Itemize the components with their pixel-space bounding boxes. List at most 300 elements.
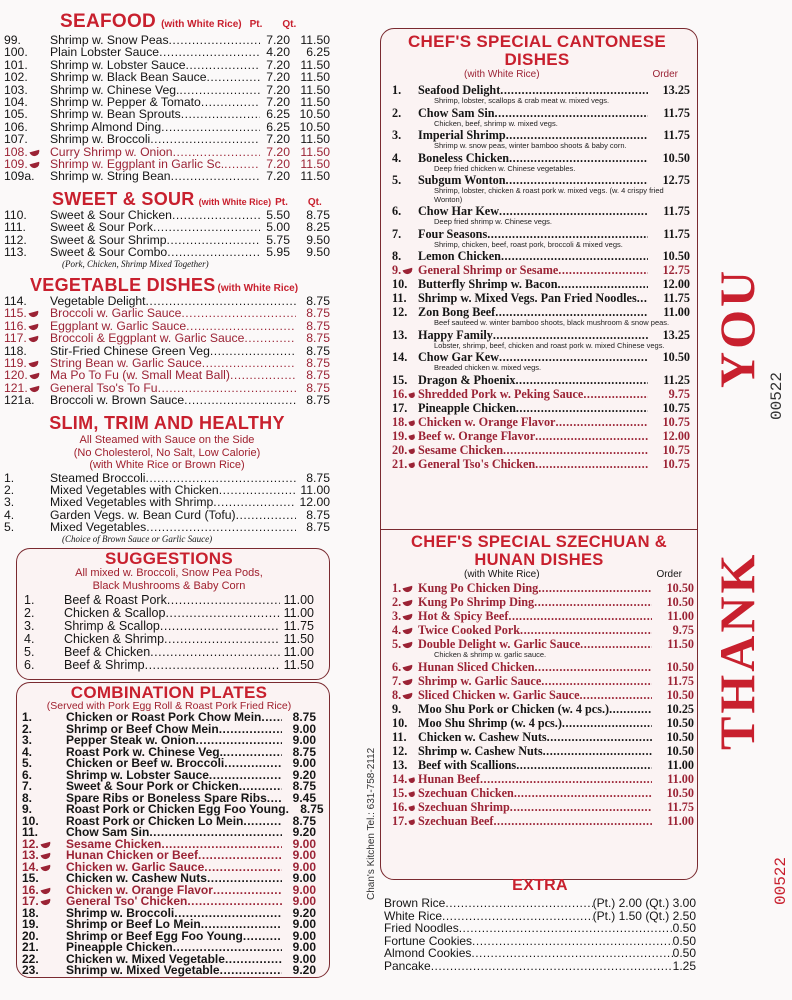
hot-pepper-icon	[29, 386, 40, 393]
hot-pepper-icon	[28, 361, 39, 368]
leader-dots	[499, 204, 648, 218]
thank-you-text: THANK YOU	[709, 267, 765, 750]
item-number	[384, 786, 418, 800]
item-name: White Rice	[384, 908, 443, 923]
item-number	[384, 623, 418, 637]
menu-item	[22, 965, 316, 977]
section-note: (Pork, Chicken, Shrimp Mixed Together)	[62, 258, 209, 269]
item-name: Beef & Chicken	[64, 645, 151, 659]
suggestions-section	[24, 550, 314, 672]
item-price: 8.75	[306, 368, 330, 383]
item-price: 11.50	[667, 637, 694, 651]
leader-dots	[243, 931, 282, 943]
leader-dots	[520, 623, 652, 637]
item-name: Zon Bong Beef	[418, 305, 496, 319]
leader-dots	[547, 730, 652, 744]
item-price: 10.50	[666, 595, 694, 609]
leader-dots	[501, 249, 648, 263]
item-number-text: 6.	[392, 204, 402, 218]
item-number-text: 1.	[4, 470, 15, 485]
item-number	[4, 170, 50, 182]
hot-pepper-icon	[403, 268, 414, 275]
item-price: 9.45	[292, 790, 316, 805]
item-number-text: 15.	[22, 871, 39, 885]
menu-item	[384, 373, 690, 387]
hot-pepper-icon	[40, 887, 51, 894]
item-price: 11.00	[283, 593, 314, 607]
item-number-text: 7.	[22, 779, 33, 793]
menu-item	[384, 581, 694, 595]
leader-dots	[150, 133, 260, 145]
item-price: 11.75	[667, 799, 694, 814]
item-name: General Tso's To Fu	[50, 380, 158, 395]
leader-dots	[225, 954, 282, 966]
hot-pepper-icon	[409, 420, 416, 426]
leader-dots	[187, 896, 282, 908]
leader-dots	[172, 209, 260, 221]
item-number-text: 1.	[24, 593, 35, 607]
item-price: 9.75	[672, 623, 694, 637]
section-title: EXTRA	[512, 877, 568, 894]
menu-item	[384, 128, 690, 142]
item-price: 10.50	[666, 743, 694, 758]
item-price: 11.75	[663, 204, 690, 218]
item-number	[4, 108, 50, 120]
menu-item	[4, 170, 330, 182]
section-subtitle: (with White Rice)	[464, 569, 540, 580]
item-number-text: 3.	[24, 619, 35, 633]
item-name: Shrimp w. Eggplant in Garlic Sc.	[50, 157, 225, 172]
leader-dots	[161, 121, 260, 133]
item-number-text: 11.	[392, 729, 407, 744]
section-title: SUGGESTIONS	[105, 549, 233, 568]
item-name: String Bean w. Garlic Sauce	[50, 356, 202, 371]
price-quart: 9.50	[306, 245, 330, 260]
menu-item	[4, 496, 330, 508]
item-number	[384, 660, 418, 674]
item-price: 8.75	[306, 306, 330, 321]
item-price: 10.75	[662, 456, 690, 471]
item-name: Shrimp w. Bean Sprouts	[50, 107, 181, 122]
item-number-text: 110.	[4, 208, 27, 222]
leader-dots	[579, 688, 652, 702]
leader-dots	[494, 814, 653, 828]
item-number-text: 15.	[392, 785, 408, 800]
item-description: Deep fried shrimp w. Chinese vegs.	[434, 217, 552, 226]
leader-dots	[146, 521, 296, 533]
item-name: Shrimp w. Lobster Sauce	[50, 57, 186, 72]
item-name: Boneless Chicken	[418, 150, 510, 165]
item-name: General Tso's Chicken	[418, 456, 536, 471]
leader-dots	[509, 151, 648, 165]
price-pint: 7.20	[266, 82, 290, 97]
item-price: 9.20	[292, 825, 316, 839]
price-pint: 6.25	[266, 119, 290, 134]
item-number-text: 3.	[392, 609, 402, 623]
item-number-text: 6.	[24, 658, 35, 672]
hot-pepper-icon	[28, 336, 39, 343]
item-number-text: 103.	[4, 82, 28, 97]
item-name: Beef w. Orange Flavor	[418, 428, 536, 443]
menu-item	[24, 659, 314, 672]
item-price: 9.00	[292, 894, 316, 908]
item-number	[4, 307, 50, 319]
price-pint: 5.95	[266, 245, 290, 260]
item-price: 12.75	[662, 173, 690, 187]
column-qt: Qt.	[307, 197, 322, 208]
item-name: Butterfly Shrimp w. Bacon	[418, 277, 558, 291]
item-price: 10.50	[662, 350, 690, 364]
item-number-text: 9.	[22, 802, 33, 816]
item-name: Lemon Chicken	[418, 249, 501, 263]
item-name: Shrimp w. Mixed Vegs. Pan Fried Noodles	[418, 291, 637, 305]
leader-dots	[535, 660, 653, 674]
item-name: Moo Shu Shrimp (w. 4 pcs.)	[418, 715, 562, 730]
menu-item	[4, 369, 330, 381]
item-name: Beef with Scallions	[418, 757, 517, 772]
item-price: 11.75	[283, 619, 314, 633]
leader-dots	[210, 345, 296, 357]
price-quart: 11.50	[300, 33, 330, 47]
item-name: Shrimp w. Broccoli	[66, 905, 175, 920]
item-number-text: 2.	[4, 482, 15, 497]
item-name: Happy Family	[418, 327, 493, 342]
item-name: Twice Cooked Pork	[418, 623, 521, 637]
item-name: Shrimp or Beef Egg Foo Young	[66, 928, 243, 943]
item-price: 9.00	[292, 848, 316, 862]
price-pint: 7.20	[266, 132, 290, 147]
item-number	[384, 814, 418, 828]
leader-dots	[558, 263, 648, 277]
item-name: Shrimp or Beef Chow Mein	[66, 721, 219, 736]
item-number-text: 18.	[392, 414, 408, 429]
item-name: Roast Pork or Chicken Lo Mein	[66, 813, 244, 828]
item-number	[384, 609, 418, 623]
item-number-text: 1.	[22, 710, 33, 724]
item-price: 9.00	[292, 882, 316, 897]
item-description: Chicken, beef, shrimp w. mixed vegs.	[434, 118, 558, 128]
leader-dots	[181, 307, 296, 319]
menu-item	[384, 305, 690, 319]
leader-dots	[480, 772, 652, 786]
section-title: CHEF'S SPECIAL CANTONESE	[407, 32, 667, 51]
leader-dots	[555, 415, 648, 429]
item-price: 13.25	[662, 327, 690, 342]
item-price: 8.75	[306, 343, 330, 358]
leader-dots	[506, 173, 648, 187]
item-number-text: 17.	[392, 813, 408, 828]
item-number-text: 12.	[22, 836, 39, 851]
leader-dots	[506, 128, 648, 142]
hot-pepper-icon	[409, 777, 416, 783]
item-number	[384, 373, 418, 387]
menu-item	[384, 897, 696, 910]
item-list	[384, 581, 694, 828]
item-number-text: 18.	[22, 905, 39, 920]
item-name: Mixed Vegetables with Chicken	[50, 482, 219, 497]
hot-pepper-icon	[409, 392, 416, 398]
section-subtitle: (with White Rice)	[198, 197, 272, 207]
menu-item	[384, 415, 690, 429]
item-list	[4, 472, 330, 534]
item-description: Shrimp w. snow peas, winter bamboo shoots & baby corn.	[434, 141, 627, 150]
leader-dots	[538, 581, 652, 595]
leader-dots	[514, 786, 652, 800]
leader-dots	[230, 369, 296, 381]
price-pint: 7.20	[266, 33, 290, 47]
item-number	[384, 328, 418, 342]
item-price: 9.75	[668, 386, 690, 401]
hot-pepper-icon	[403, 628, 414, 635]
menu-item	[384, 227, 690, 241]
item-number-text: 9.	[392, 701, 402, 716]
item-number-text: 4.	[4, 507, 15, 522]
item-price: 8.75	[306, 318, 330, 333]
item-number-text: 16.	[392, 799, 408, 814]
combination-section	[22, 683, 324, 977]
item-description: Shrimp, lobster, chicken & roast pork w. mixed vegs. (w. 4 crispy fried Wonton)	[434, 186, 664, 204]
item-list	[22, 710, 324, 977]
leader-dots	[243, 816, 282, 828]
item-number	[22, 965, 66, 977]
item-number-text: 10.	[22, 813, 39, 828]
hot-pepper-icon	[409, 434, 416, 440]
hot-pepper-icon	[28, 324, 39, 331]
item-price: 11.75	[663, 291, 690, 305]
item-name: Szechuan Beef	[418, 813, 494, 828]
item-name: Vegetable Delight	[50, 294, 146, 308]
item-number-text: 11.	[392, 291, 407, 305]
item-number-text: 6.	[22, 767, 33, 782]
item-price: 8.75	[306, 470, 330, 485]
leader-dots	[534, 595, 652, 609]
menu-item	[4, 46, 330, 58]
item-name: Broccoli w. Brown Sauce	[50, 393, 185, 408]
item-number	[4, 394, 50, 406]
item-number-text: 1.	[392, 581, 402, 595]
price-quart: 11.50	[300, 70, 330, 85]
item-price: 10.50	[662, 150, 690, 165]
item-name: Hunan Beef	[418, 771, 480, 786]
menu-item	[4, 71, 330, 83]
item-number	[384, 674, 418, 688]
leader-dots	[165, 607, 280, 620]
menu-item	[384, 758, 694, 772]
healthy-section	[4, 414, 330, 545]
item-price: 8.75	[292, 779, 316, 793]
item-name: Szechuan Shrimp	[418, 799, 510, 814]
item-number	[4, 133, 50, 145]
hot-pepper-icon	[40, 899, 51, 906]
item-number-text: 17.	[22, 894, 39, 908]
menu-item	[4, 394, 330, 406]
leader-dots	[160, 620, 280, 633]
item-number-text: 11.	[22, 825, 39, 839]
item-price: 9.00	[292, 733, 316, 747]
item-price: 10.75	[662, 442, 690, 457]
item-price: 9.00	[292, 859, 316, 874]
item-name: Chicken w. Mixed Vegetable	[66, 951, 225, 966]
item-number-text: 2.	[392, 105, 402, 120]
item-number-text: 115.	[4, 306, 27, 321]
item-name: Ma Po To Fu (w. Small Meat Ball)	[50, 368, 230, 383]
item-price: 11.00	[667, 771, 694, 786]
menu-item	[384, 637, 694, 651]
item-number-text: 5.	[22, 756, 33, 770]
menu-item	[384, 457, 690, 471]
item-number	[24, 659, 64, 672]
item-number-text: 3.	[22, 733, 33, 747]
item-price: 8.75	[292, 744, 316, 759]
item-price: 11.75	[663, 128, 690, 142]
section-title: SLIM, TRIM AND HEALTHY	[49, 413, 285, 433]
section-title: SWEET & SOUR	[52, 189, 195, 209]
item-number-text: 7.	[392, 226, 402, 241]
item-name: Kung Po Shrimp Ding	[418, 595, 535, 609]
item-number-text: 121a.	[4, 393, 35, 408]
item-price: 11.00	[300, 482, 330, 497]
item-number-text: 118.	[4, 343, 27, 358]
item-number-text: 2.	[22, 721, 33, 736]
item-price: 9.00	[292, 756, 316, 770]
price-pint: 7.20	[266, 57, 290, 72]
item-number	[384, 800, 418, 814]
item-number	[384, 758, 418, 772]
hot-pepper-icon	[40, 841, 51, 848]
item-price: 8.75	[306, 356, 330, 371]
section-title: SEAFOOD	[60, 11, 157, 32]
item-price: 12.75	[662, 263, 690, 277]
item-price: 9.00	[292, 940, 316, 954]
item-number-text: 102.	[4, 70, 28, 85]
leader-dots	[495, 106, 648, 120]
item-price: 11.75	[663, 105, 690, 120]
cantonese-section	[384, 33, 690, 471]
item-price: 8.75	[300, 802, 324, 816]
sweet-sour-section	[4, 190, 330, 270]
leader-dots	[261, 712, 282, 724]
item-name: Garden Vegs. w. Bean Curd (Tofu)	[50, 507, 236, 522]
item-number-text: 99.	[4, 33, 21, 47]
menu-item	[384, 277, 690, 291]
item-price: 9.00	[292, 951, 316, 966]
item-name: Shrimp w. Pepper & Tomato	[50, 95, 201, 110]
item-list	[384, 83, 690, 471]
item-number-text: 107.	[4, 132, 28, 147]
item-name: Chow Sam Sin	[66, 825, 150, 839]
section-title: COMBINATION PLATES	[70, 683, 268, 702]
hot-pepper-icon	[29, 162, 40, 169]
item-number-text: 108.	[4, 144, 28, 159]
item-number-text: 19.	[392, 428, 408, 443]
menu-item	[384, 623, 694, 637]
menu-item	[384, 429, 690, 443]
leader-dots	[503, 443, 648, 457]
item-number-text: 121.	[4, 380, 28, 395]
item-price: 10.25	[666, 701, 694, 716]
item-name: Shrimp w. Mixed Vegetable	[66, 963, 220, 977]
item-name: Kung Po Chicken Ding	[418, 581, 539, 595]
menu-item	[384, 922, 696, 935]
leader-dots	[583, 387, 648, 401]
item-price: 0.50	[672, 921, 696, 936]
item-number	[384, 443, 418, 457]
item-number-text: 4.	[392, 150, 402, 165]
item-price: 11.00	[283, 645, 314, 659]
item-name: Brown Rice	[384, 896, 446, 910]
hot-pepper-icon	[28, 311, 39, 318]
item-name: Broccoli & Eggplant w. Garlic Sauce	[50, 331, 245, 346]
price-quart: 6.25	[306, 45, 330, 60]
item-name: Shrimp w. Chinese Veg.	[50, 82, 180, 97]
item-price: 11.50	[283, 658, 314, 672]
menu-item	[384, 772, 694, 786]
leader-dots	[244, 332, 296, 344]
item-name: Curry Shrimp w. Onion	[50, 144, 173, 159]
item-name: Sesame Chicken	[418, 442, 503, 457]
item-number	[384, 277, 418, 291]
item-number-text: 109.	[4, 157, 28, 172]
hot-pepper-icon	[409, 791, 416, 797]
item-number	[384, 291, 418, 305]
item-description: Beef sauteed w. winter bamboo shoots, black mushroom & snow peas.	[434, 318, 670, 327]
price-pint: 5.75	[266, 232, 290, 247]
item-description: Breaded chicken w. mixed vegs.	[434, 363, 542, 372]
menu-item	[384, 83, 690, 97]
item-number	[4, 46, 50, 58]
item-number	[384, 401, 418, 415]
hot-pepper-icon	[403, 600, 414, 607]
price-quart: 9.50	[306, 232, 330, 247]
section-title: CHEF'S SPECIAL SZECHUAN &	[411, 533, 667, 551]
item-number-text: 119.	[4, 356, 27, 371]
section-title-2: DISHES	[504, 50, 570, 69]
item-name: Chow Gar Kew	[418, 350, 500, 364]
section-subtitle: All Steamed with Sauce on the Side	[79, 434, 255, 446]
item-name: Moo Shu Pork or Chicken (w. 4 pcs.)	[418, 701, 610, 716]
item-name: Shrimp w. Cashew Nuts	[418, 743, 543, 758]
item-list	[4, 295, 330, 407]
leader-dots	[220, 965, 282, 977]
item-number-text: 12.	[392, 305, 408, 319]
item-number-text: 4.	[24, 632, 35, 646]
leader-dots	[224, 758, 282, 770]
item-name: Shrimp Almond Ding	[50, 119, 162, 134]
section-subtitle: (Served with Pork Egg Roll & Roast Pork Fried Rice)	[46, 700, 292, 712]
item-number-text: 5.	[24, 645, 35, 659]
item-number-text: 8.	[392, 249, 402, 263]
leader-dots	[223, 747, 282, 759]
item-description: Deep fried chicken w. Chinese vegetables.	[434, 163, 576, 173]
item-price: 8.75	[292, 710, 316, 724]
item-name: Broccoli w. Garlic Sauce	[50, 306, 182, 321]
leader-dots	[535, 457, 648, 471]
item-number-text: 13.	[22, 848, 39, 862]
column-pt: Pt.	[275, 197, 288, 208]
price-pint: 5.50	[266, 208, 290, 222]
section-subtitle: (No Cholesterol, No Salt, Low Calorie)	[73, 446, 261, 459]
menu-item	[384, 350, 690, 364]
item-number-text: 104.	[4, 95, 28, 110]
item-name: Chow Har Kew	[418, 204, 500, 218]
item-price: 10.75	[662, 414, 690, 429]
item-name: Shrimp w. Broccoli	[50, 132, 151, 147]
leader-dots	[516, 401, 648, 415]
item-price: 8.75	[306, 294, 330, 308]
item-price: (Pt.) 2.00 (Qt.) 3.00	[592, 896, 696, 910]
item-name: Plain Lobster Sauce	[50, 45, 160, 60]
price-pint: 5.00	[266, 220, 290, 235]
